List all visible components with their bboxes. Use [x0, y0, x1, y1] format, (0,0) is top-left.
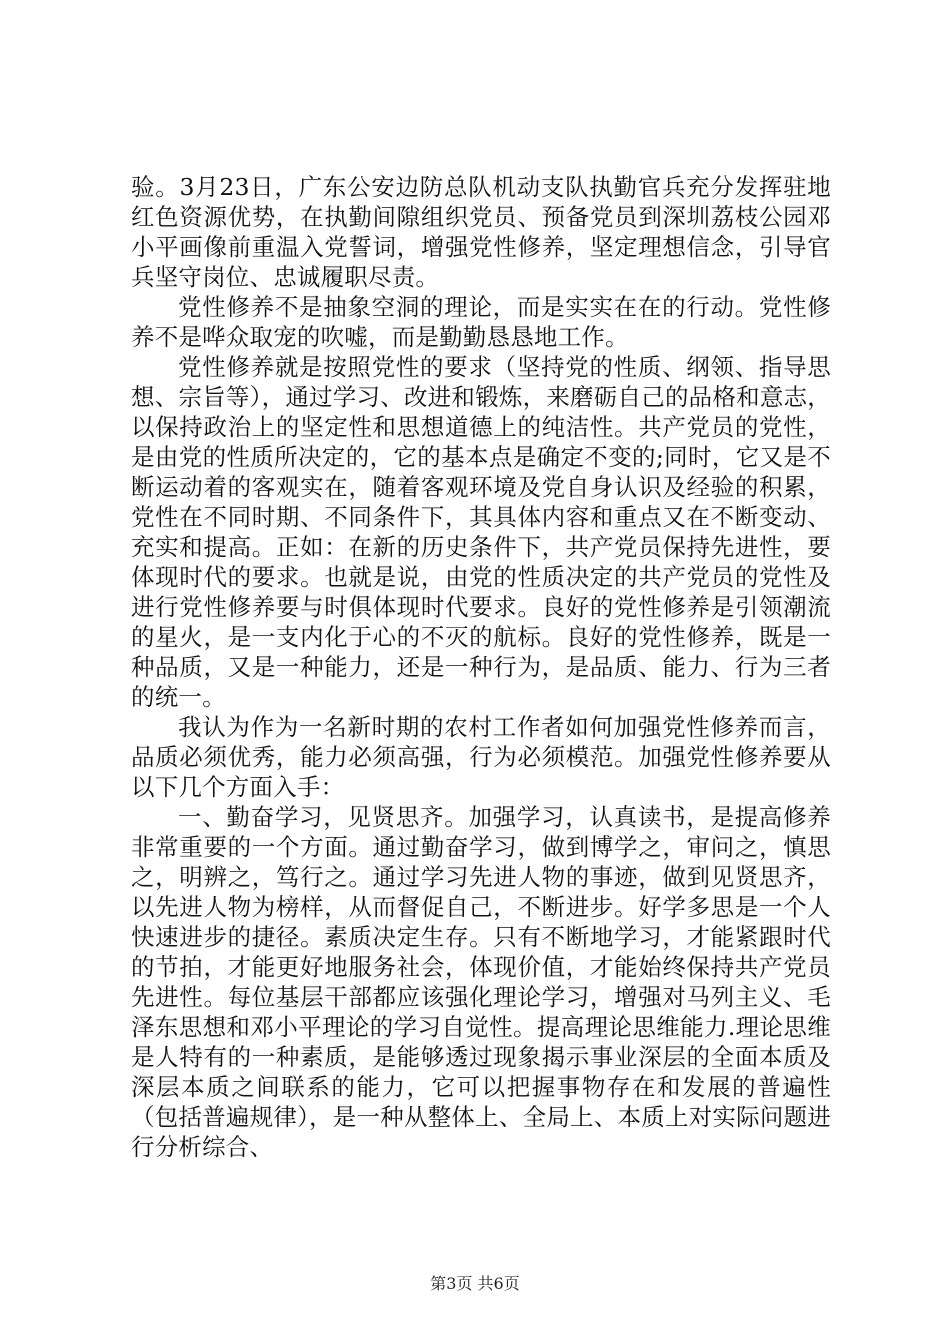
paragraph-5: 一、勤奋学习，见贤思齐。加强学习，认真读书，是提高修养非常重要的一个方面。通过勤奋学习，做到博学之，审问之，慎思之，明辨之，笃行之。通过学习先进人物的事迹，做到见贤思齐，以先进人物为榜样，从而督促自己，不断进步。好学多思是一个人快速进步的捷径。素质决定生存。只有不断地学习，才能紧跟时代的节拍，才能更好地服务社会，体现价值，才能始终保持共产党员先进性。每位基层干部都应该强化理论学习，增强对马列主义、毛泽东思想和邓小平理论的学习自觉性。提高理论思维能力.理论思维是人特有的一种素质，是能够透过现象揭示事业深层的全面本质及深层本质之间联系的能力，它可以把握事物存在和发展的普遍性（包括普遍规律），是一种从整体上、全局上、本质上对实际问题进行分析综合、	[131, 803, 831, 1161]
paragraph-4: 我认为作为一名新时期的农村工作者如何加强党性修养而言，品质必须优秀，能力必须高强，行为必须模范。加强党性修养要从以下几个方面入手：	[131, 713, 831, 801]
document-body	[131, 172, 831, 1162]
page-footer: 第3页 共6页	[430, 1274, 520, 1293]
paragraph-3: 党性修养就是按照党性的要求（坚持党的性质、纲领、指导思想、宗旨等），通过学习、改进和锻炼，来磨砺自己的品格和意志，以保持政治上的坚定性和思想道德上的纯洁性。共产党员的党性，是由党的性质所决定的，它的基本点是确定不变的;同时，它又是不断运动着的客观实在，随着客观环境及党自身认识及经验的积累，党性在不同时期、不同条件下，其具体内容和重点又在不断变动、充实和提高。正如：在新的历史条件下，共产党员保持先进性，要体现时代的要求。也就是说，由党的性质决定的共产党员的党性及进行党性修养要与时俱体现时代要求。良好的党性修养是引领潮流的星火，是一支内化于心的不灭的航标。良好的党性修养，既是一种品质，又是一种能力，还是一种行为，是品质、能力、行为三者的统一。	[131, 353, 831, 711]
paragraph-2: 党性修养不是抽象空洞的理论，而是实实在在的行动。党性修养不是哗众取宠的吹嘘，而是勤勤恳恳地工作。	[131, 293, 831, 351]
paragraph-1: 验。3月23日，广东公安边防总队机动支队执勤官兵充分发挥驻地红色资源优势，在执勤间隙组织党员、预备党员到深圳荔枝公园邓小平画像前重温入党誓词，增强党性修养，坚定理想信念，引导官兵坚守岗位、忠诚履职尽责。	[131, 173, 831, 291]
